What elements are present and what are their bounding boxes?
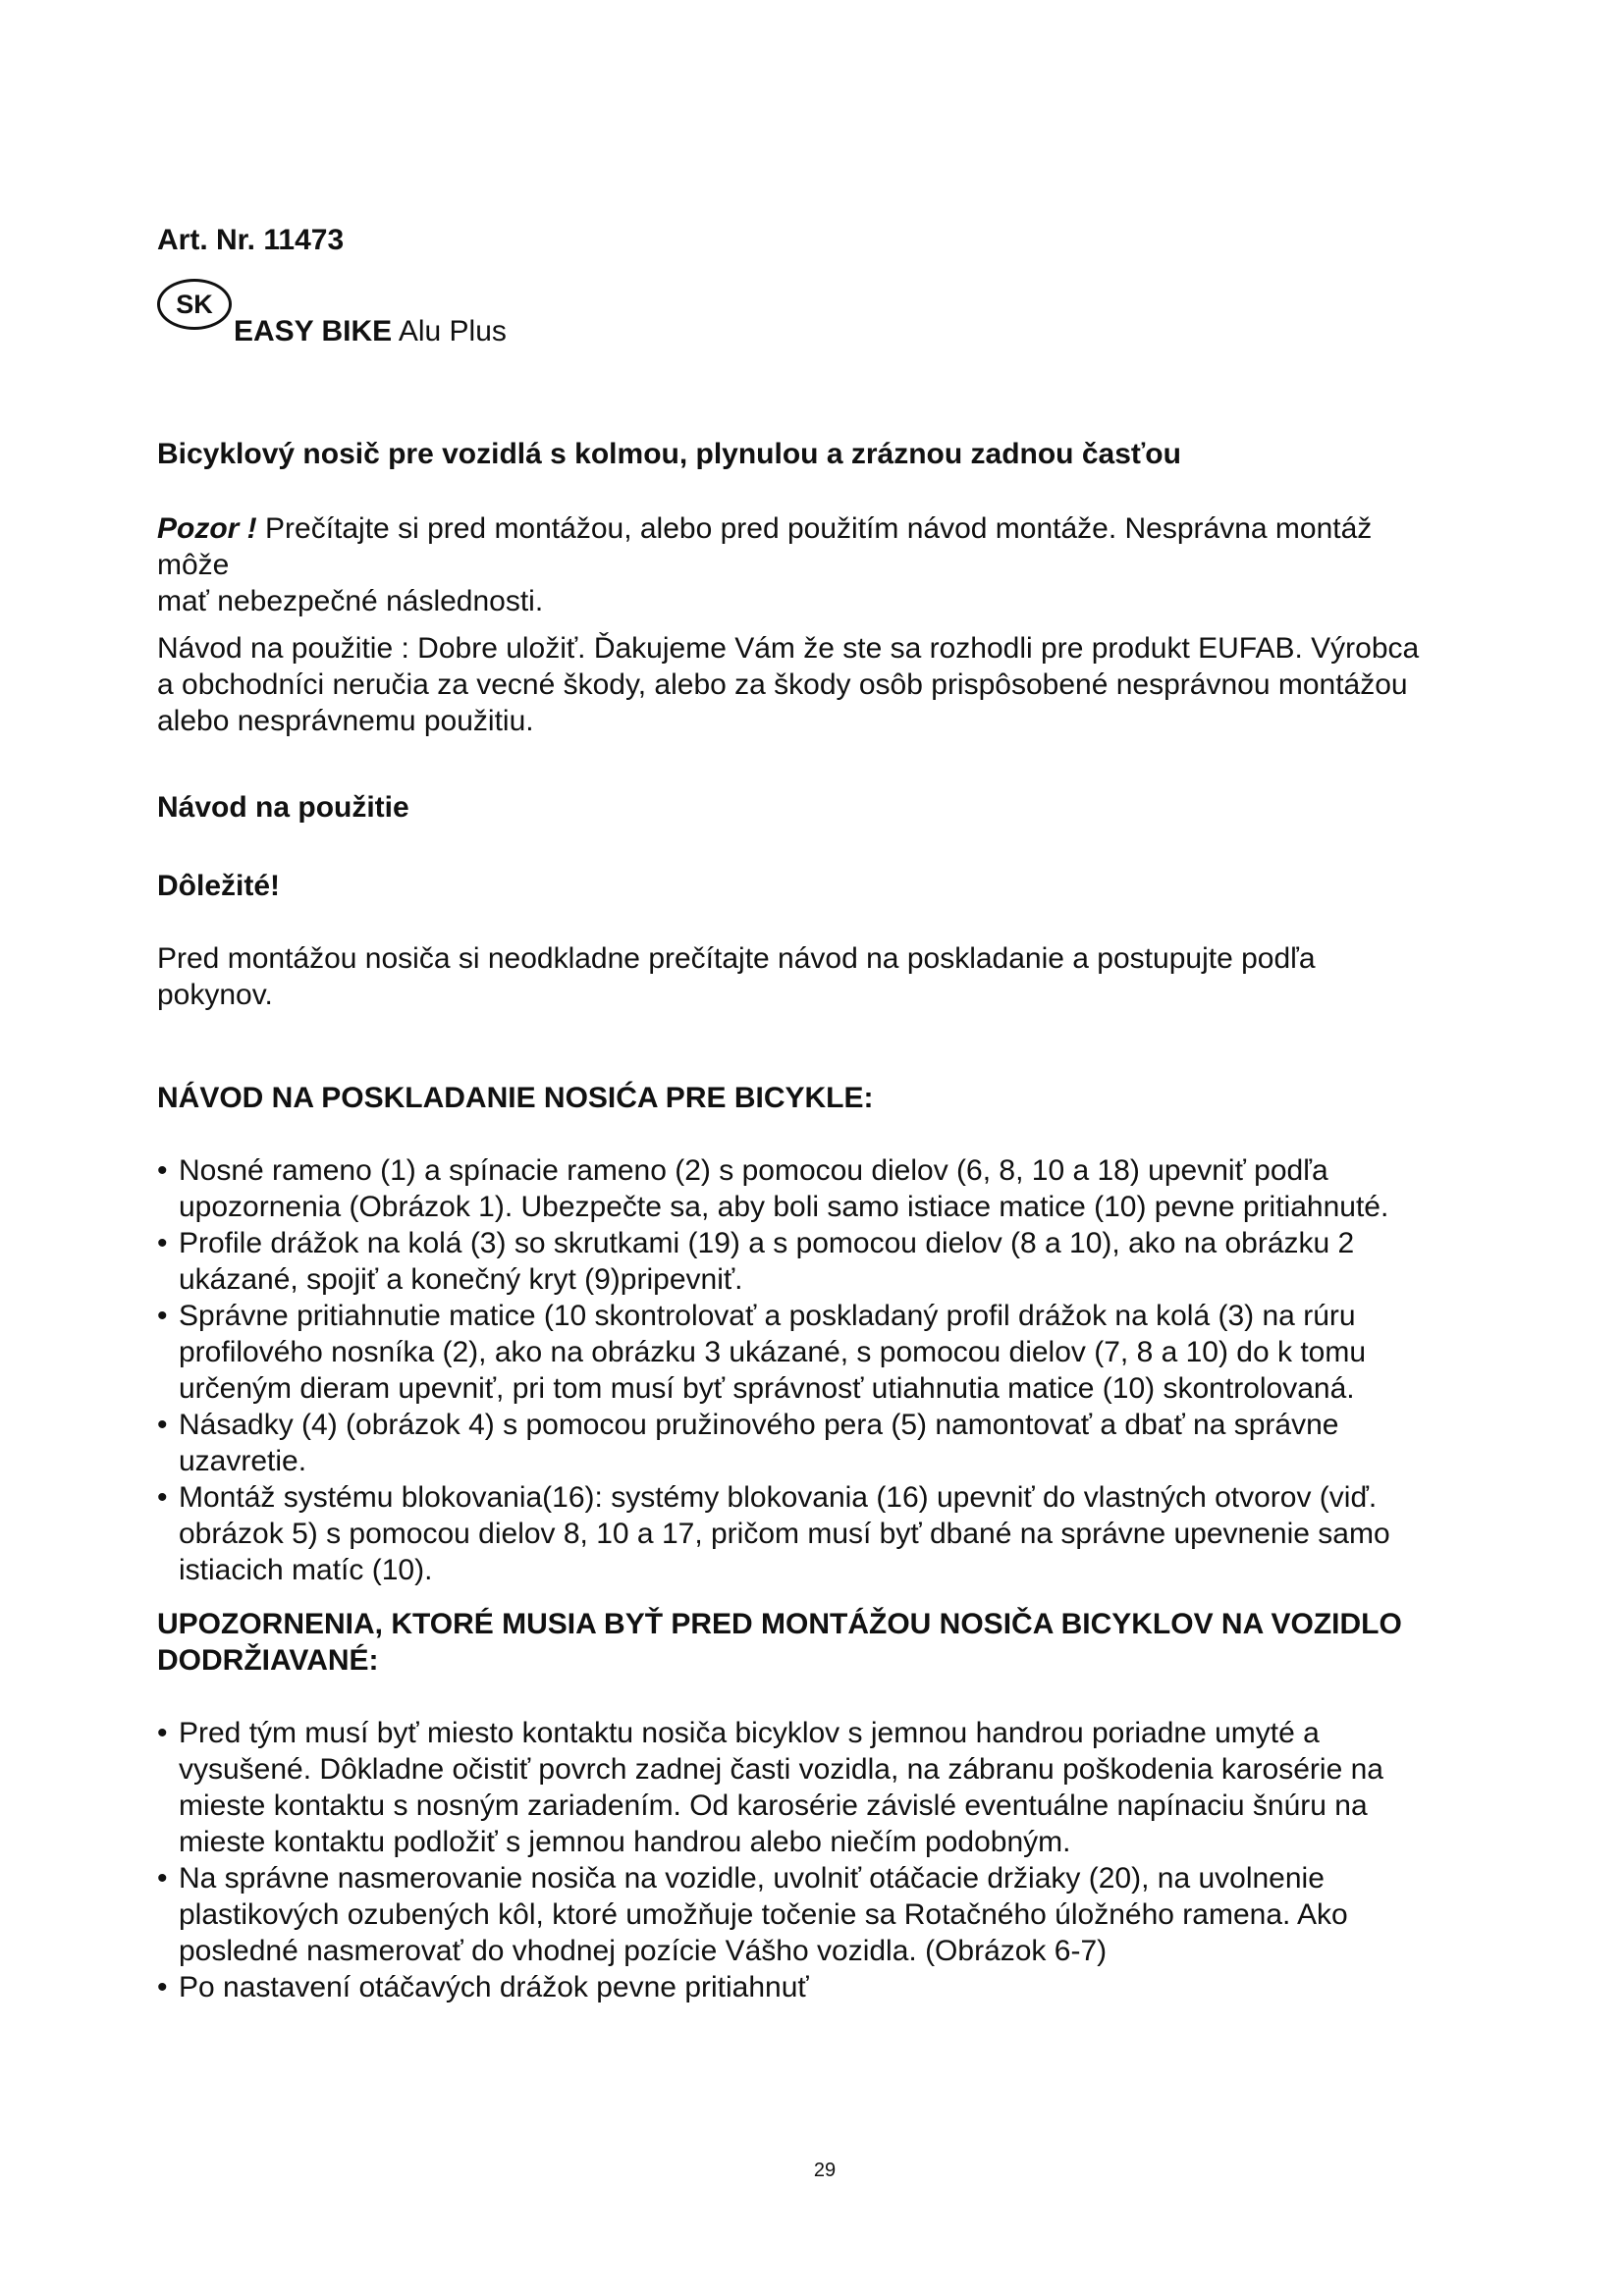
list-line: vysušené. Dôkladne očistiť povrch zadnej časti vozidla, na zábranu poškodenia karosérie na xyxy=(179,1753,1383,1786)
warnings-title-line-2: DODRŽIAVANÉ: xyxy=(157,1644,379,1677)
warning-line-1: Prečítajte si pred montážou, alebo pred použitím návod montáže. Nesprávna montáž xyxy=(256,512,1373,545)
important-line-2: pokynov. xyxy=(157,979,273,1011)
article-number: Art. Nr. 11473 xyxy=(157,224,345,256)
bullet-mark: • xyxy=(157,1481,168,1514)
list-line: Správne pritiahnutie matice (10 skontrolovať a poskladaný profil drážok na kolá (3) na rúru xyxy=(179,1300,1356,1332)
important-line-1: Pred montážou nosiča si neodkladne prečítajte návod na poskladanie a postupujte podľa xyxy=(157,942,1316,975)
list-line: posledné nasmerovať do vhodnej pozície Vášho vozidla. (Obrázok 6-7) xyxy=(179,1935,1108,1967)
bullet-mark: • xyxy=(157,1971,168,2003)
important-paragraph xyxy=(157,940,1492,1013)
list-item xyxy=(157,1860,1492,1969)
bullet-mark: • xyxy=(157,1862,168,1895)
list-line: určeným dieram upevniť, pri tom musí byť správnosť utiahnutia matice (10) skontrolovaná. xyxy=(179,1372,1355,1405)
list-line: upozornenia (Obrázok 1). Ubezpečte sa, aby boli samo istiace matice (10) pevne pritiahnuté. xyxy=(179,1191,1389,1223)
list-line: Po nastavení otáčavých drážok pevne pritiahnuť xyxy=(179,1971,809,2003)
bullet-mark: • xyxy=(157,1300,168,1332)
list-line: istiacich matíc (10). xyxy=(179,1554,433,1586)
list-line: uzavretie. xyxy=(179,1445,307,1477)
warning-label: Pozor ! xyxy=(157,512,257,545)
country-badge-sk: SK xyxy=(157,279,232,330)
list-line: profilového nosníka (2), ako na obrázku 3 ukázané, s pomocou dielov (7, 8 a 10) do k tomu xyxy=(179,1336,1367,1368)
bullet-mark: • xyxy=(157,1227,168,1259)
warning-paragraph xyxy=(157,510,1492,619)
warnings-title xyxy=(157,1606,1492,1679)
list-item xyxy=(157,1225,1492,1298)
product-name-bold: EASY BIKE xyxy=(234,315,393,347)
list-line: Pred tým musí byť miesto kontaktu nosiča bicyklov s jemnou handrou poriadne umyté a xyxy=(179,1717,1320,1749)
usage-paragraph xyxy=(157,630,1492,739)
list-line: mieste kontaktu podložiť s jemnou handrou alebo niečím podobným. xyxy=(179,1826,1071,1858)
warnings-list xyxy=(157,1715,1492,2005)
list-line: Montáž systému blokovania(16): systémy blokovania (16) upevniť do vlastných otvorov (viď. xyxy=(179,1481,1378,1514)
usage-line-2: a obchodníci neručia za vecné škody, alebo za škody osôb prispôsobené nesprávnou montážou xyxy=(157,668,1408,701)
list-line: mieste kontaktu s nosným zariadením. Od karosérie závislé eventuálne napínaciu šnúru na xyxy=(179,1789,1368,1822)
list-line: Na správne nasmerovanie nosiča na vozidle, uvolniť otáčacie držiaky (20), na uvolnenie xyxy=(179,1862,1325,1895)
list-item xyxy=(157,1298,1492,1407)
list-line: obrázok 5) s pomocou dielov 8, 10 a 17, pričom musí byť dbané na správne upevnenie samo xyxy=(179,1518,1390,1550)
list-line: plastikových ozubených kôl, ktoré umožňuje točenie sa Rotačného úložného ramena. Ako xyxy=(179,1898,1348,1931)
bullet-mark: • xyxy=(157,1154,168,1187)
list-line: ukázané, spojiť a konečný kryt (9)pripevniť. xyxy=(179,1263,743,1296)
list-item xyxy=(157,1479,1492,1588)
document-page xyxy=(157,0,1492,2296)
page-number: 29 xyxy=(813,2160,837,2181)
product-line xyxy=(157,290,507,351)
important-title: Dôležité! xyxy=(157,870,281,902)
list-item xyxy=(157,1407,1492,1479)
intro-title: Bicyklový nosič pre vozidlá s kolmou, plynulou a zráznou zadnou časťou xyxy=(157,438,1181,470)
list-line: Profile drážok na kolá (3) so skrutkami (19) a s pomocou dielov (8 a 10), ako na obrázku 2 xyxy=(179,1227,1355,1259)
list-item xyxy=(157,1152,1492,1225)
warning-line-2: môže xyxy=(157,549,230,581)
bullet-mark: • xyxy=(157,1717,168,1749)
list-line: Nosné rameno (1) a spínacie rameno (2) s pomocou dielov (6, 8, 10 a 18) upevniť podľa xyxy=(179,1154,1328,1187)
usage-line-1: Návod na použitie : Dobre uložiť. Ďakujeme Vám že ste sa rozhodli pre produkt EUFAB. Výrobca xyxy=(157,632,1420,665)
list-item xyxy=(157,1969,1492,2005)
product-name-rest: Alu Plus xyxy=(392,315,507,347)
bullet-mark: • xyxy=(157,1409,168,1441)
product-name xyxy=(234,312,507,351)
assembly-title: NÁVOD NA POSKLADANIE NOSIĆA PRE BICYKLE: xyxy=(157,1082,874,1114)
warnings-title-line-1: UPOZORNENIA, KTORÉ MUSIA BYŤ PRED MONTÁŽOU NOSIČA BICYKLOV NA VOZIDLO xyxy=(157,1608,1402,1640)
list-line: Násadky (4) (obrázok 4) s pomocou pružinového pera (5) namontovať a dbať na správne xyxy=(179,1409,1339,1441)
warning-line-3: mať nebezpečné následnosti. xyxy=(157,585,544,617)
instructions-title: Návod na použitie xyxy=(157,791,409,824)
usage-line-3: alebo nesprávnemu použitiu. xyxy=(157,705,534,737)
assembly-list xyxy=(157,1152,1492,1588)
list-item xyxy=(157,1715,1492,1860)
